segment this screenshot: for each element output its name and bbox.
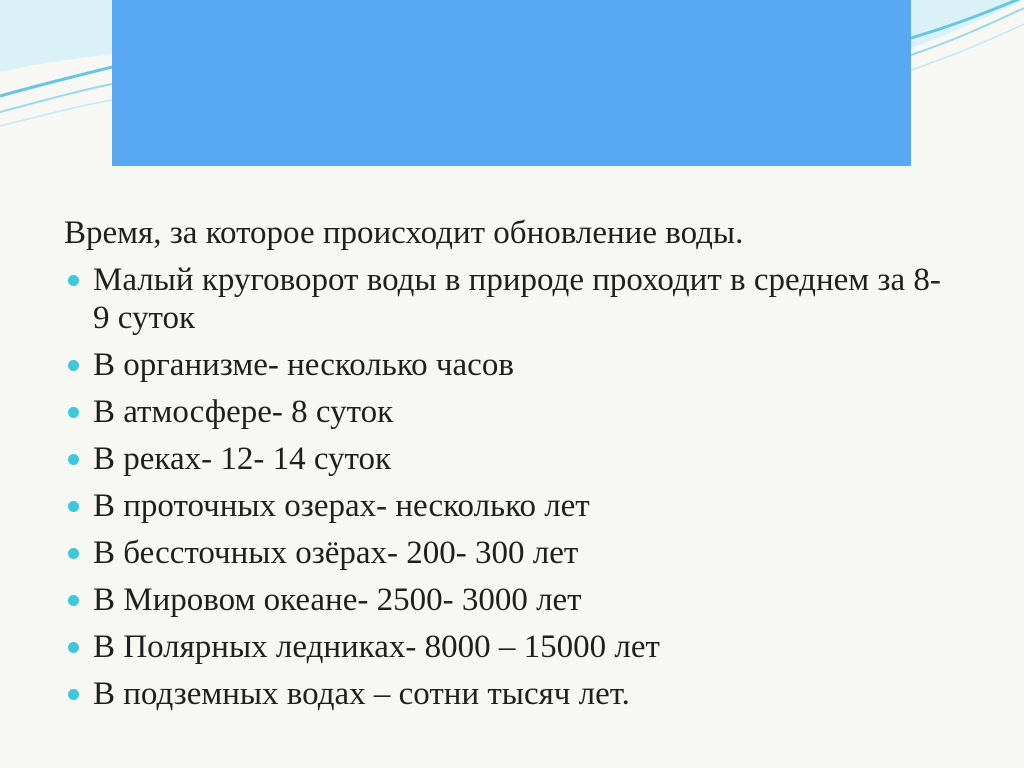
bullet-text: В атмосфере- 8 суток <box>93 394 394 430</box>
bullet-dot-icon <box>68 501 79 512</box>
bullet-item-underground-water <box>64 675 964 713</box>
bullet-list <box>64 261 964 713</box>
title-placeholder <box>112 0 911 166</box>
bullet-dot-icon <box>68 642 79 653</box>
bullet-text: В подземных водах – сотни тысяч лет. <box>93 676 630 712</box>
bullet-text: В проточных озерах- несколько лет <box>93 488 590 524</box>
bullet-item-closed-lakes <box>64 534 964 572</box>
intro-text: Время, за которое происходит обновление воды. <box>64 215 744 251</box>
bullet-item-world-ocean <box>64 581 964 619</box>
bullet-dot-icon <box>68 454 79 465</box>
bullet-text: В организме- несколько часов <box>93 347 514 383</box>
bullet-item-flowing-lakes <box>64 487 964 525</box>
bullet-item-polar-glaciers <box>64 628 964 666</box>
bullet-dot-icon <box>68 689 79 700</box>
bullet-text: В бессточных озёрах- 200- 300 лет <box>93 535 579 571</box>
bullet-text: В Полярных ледниках- 8000 – 15000 лет <box>93 629 660 665</box>
bullet-item-atmosphere <box>64 393 964 431</box>
bullet-dot-icon <box>68 360 79 371</box>
bullet-dot-icon <box>68 548 79 559</box>
bullet-dot-icon <box>68 595 79 606</box>
bullet-item-rivers <box>64 440 964 478</box>
bullet-dot-icon <box>68 407 79 418</box>
bullet-dot-icon <box>68 275 79 286</box>
bullet-item-organism <box>64 346 964 384</box>
bullet-text: Малый круговорот воды в природе проходит в среднем за 8- 9 суток <box>93 262 941 336</box>
bullet-text: В Мировом океане- 2500- 3000 лет <box>93 582 582 618</box>
slide-content <box>64 214 964 722</box>
bullet-item-small-cycle <box>64 261 964 337</box>
bullet-text: В реках- 12- 14 суток <box>93 441 392 477</box>
